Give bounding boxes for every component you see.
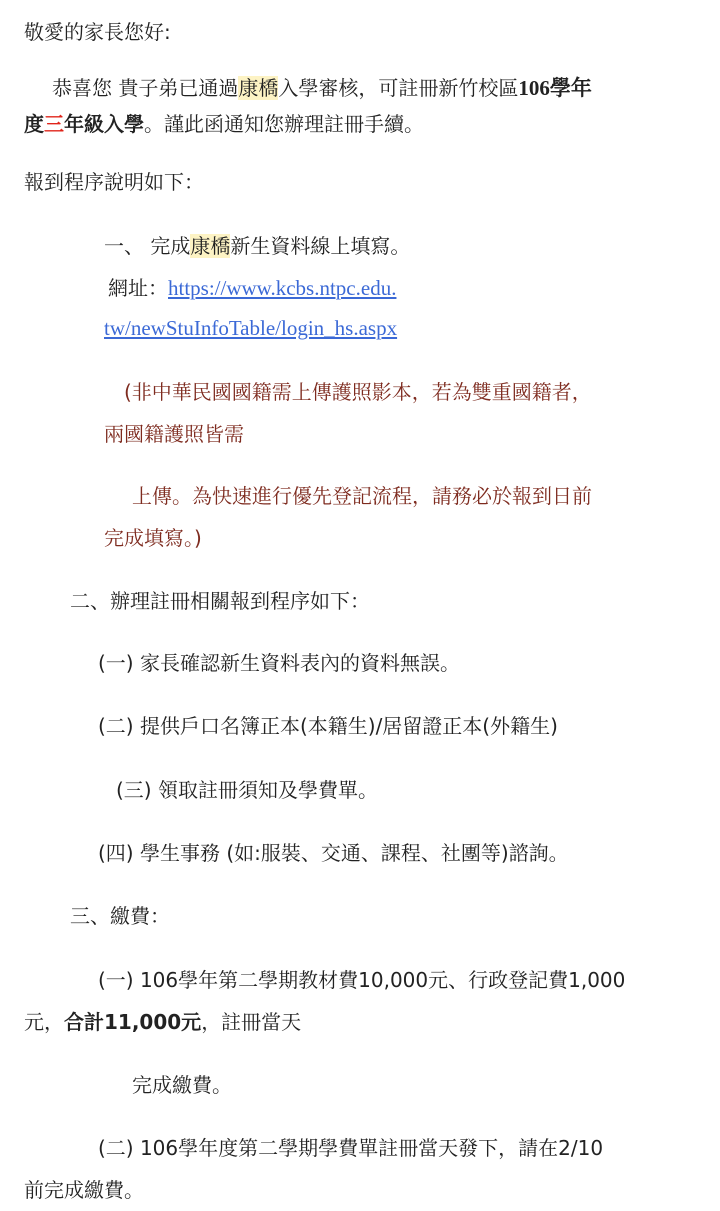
step1-note-line-2: 兩國籍護照皆需: [104, 422, 244, 446]
intro-line-2: [24, 114, 424, 134]
step2-item-4: (四) 學生事務 (如:服裝、交通、課程、社團等)諮詢。: [98, 841, 569, 865]
step1-note-line-4: 完成填寫。): [104, 526, 202, 550]
academic-year: 106學年: [518, 76, 592, 100]
url-label: 網址：: [108, 276, 168, 300]
step3-heading: 三、繳費：: [70, 904, 170, 928]
school-name-highlight: 康橋: [238, 76, 279, 100]
intro-text: 恭喜您 貴子弟已通過: [52, 76, 239, 100]
intro-text: 。謹此函通知您辦理註冊手續。: [144, 112, 424, 136]
step1-text: 新生資料線上填寫。: [230, 234, 411, 258]
step2-heading: 二、辦理註冊相關報到程序如下：: [70, 589, 370, 613]
step2-item-3: (三) 領取註冊須知及學費單。: [116, 778, 378, 802]
step1-url-line-2[interactable]: [104, 318, 397, 339]
intro-text: 度: [24, 112, 44, 136]
grade-number: 三: [44, 112, 64, 136]
step3-item-1-line-1: (一) 106學年第二學期教材費10,000元、行政登記費1,000: [98, 968, 626, 992]
intro-text: 入學審核，可註冊新竹校區: [278, 76, 519, 100]
step2-item-1: (一) 家長確認新生資料表內的資料無誤。: [98, 651, 460, 675]
fee-total: 合計11,000元: [64, 1010, 202, 1034]
step1-title: [104, 236, 410, 256]
grade-entry: 年級入學: [64, 112, 144, 136]
school-name-highlight: 康橋: [190, 234, 231, 258]
step3-item-2-line-2: 前完成繳費。: [24, 1178, 144, 1202]
step1-url-line: [108, 278, 396, 299]
registration-link[interactable]: https://www.kcbs.ntpc.edu.: [168, 276, 397, 300]
fee-text: ，註冊當天: [201, 1010, 302, 1034]
step3-item-2-line-1: (二) 106學年度第二學期學費單註冊當天發下，請在2/10: [98, 1136, 604, 1160]
greeting: 敬愛的家長您好:: [24, 20, 171, 44]
registration-link-continued[interactable]: tw/newStuInfoTable/login_hs.aspx: [104, 316, 398, 340]
step3-item-1-line-3: 完成繳費。: [132, 1073, 232, 1097]
step1-note-line-1: (非中華民國國籍需上傳護照影本，若為雙重國籍者，: [124, 380, 592, 404]
step3-item-1-line-2: [24, 1012, 301, 1032]
procedure-heading: 報到程序說明如下：: [24, 170, 204, 194]
fee-text: 元，: [24, 1010, 64, 1034]
intro-line-1: [52, 78, 592, 99]
step1-text: 一、 完成: [104, 234, 191, 258]
step1-note-line-3: 上傳。為快速進行優先登記流程，請務必於報到日前: [132, 484, 592, 508]
step2-item-2: (二) 提供戶口名簿正本(本籍生)/居留證正本(外籍生): [98, 714, 558, 738]
